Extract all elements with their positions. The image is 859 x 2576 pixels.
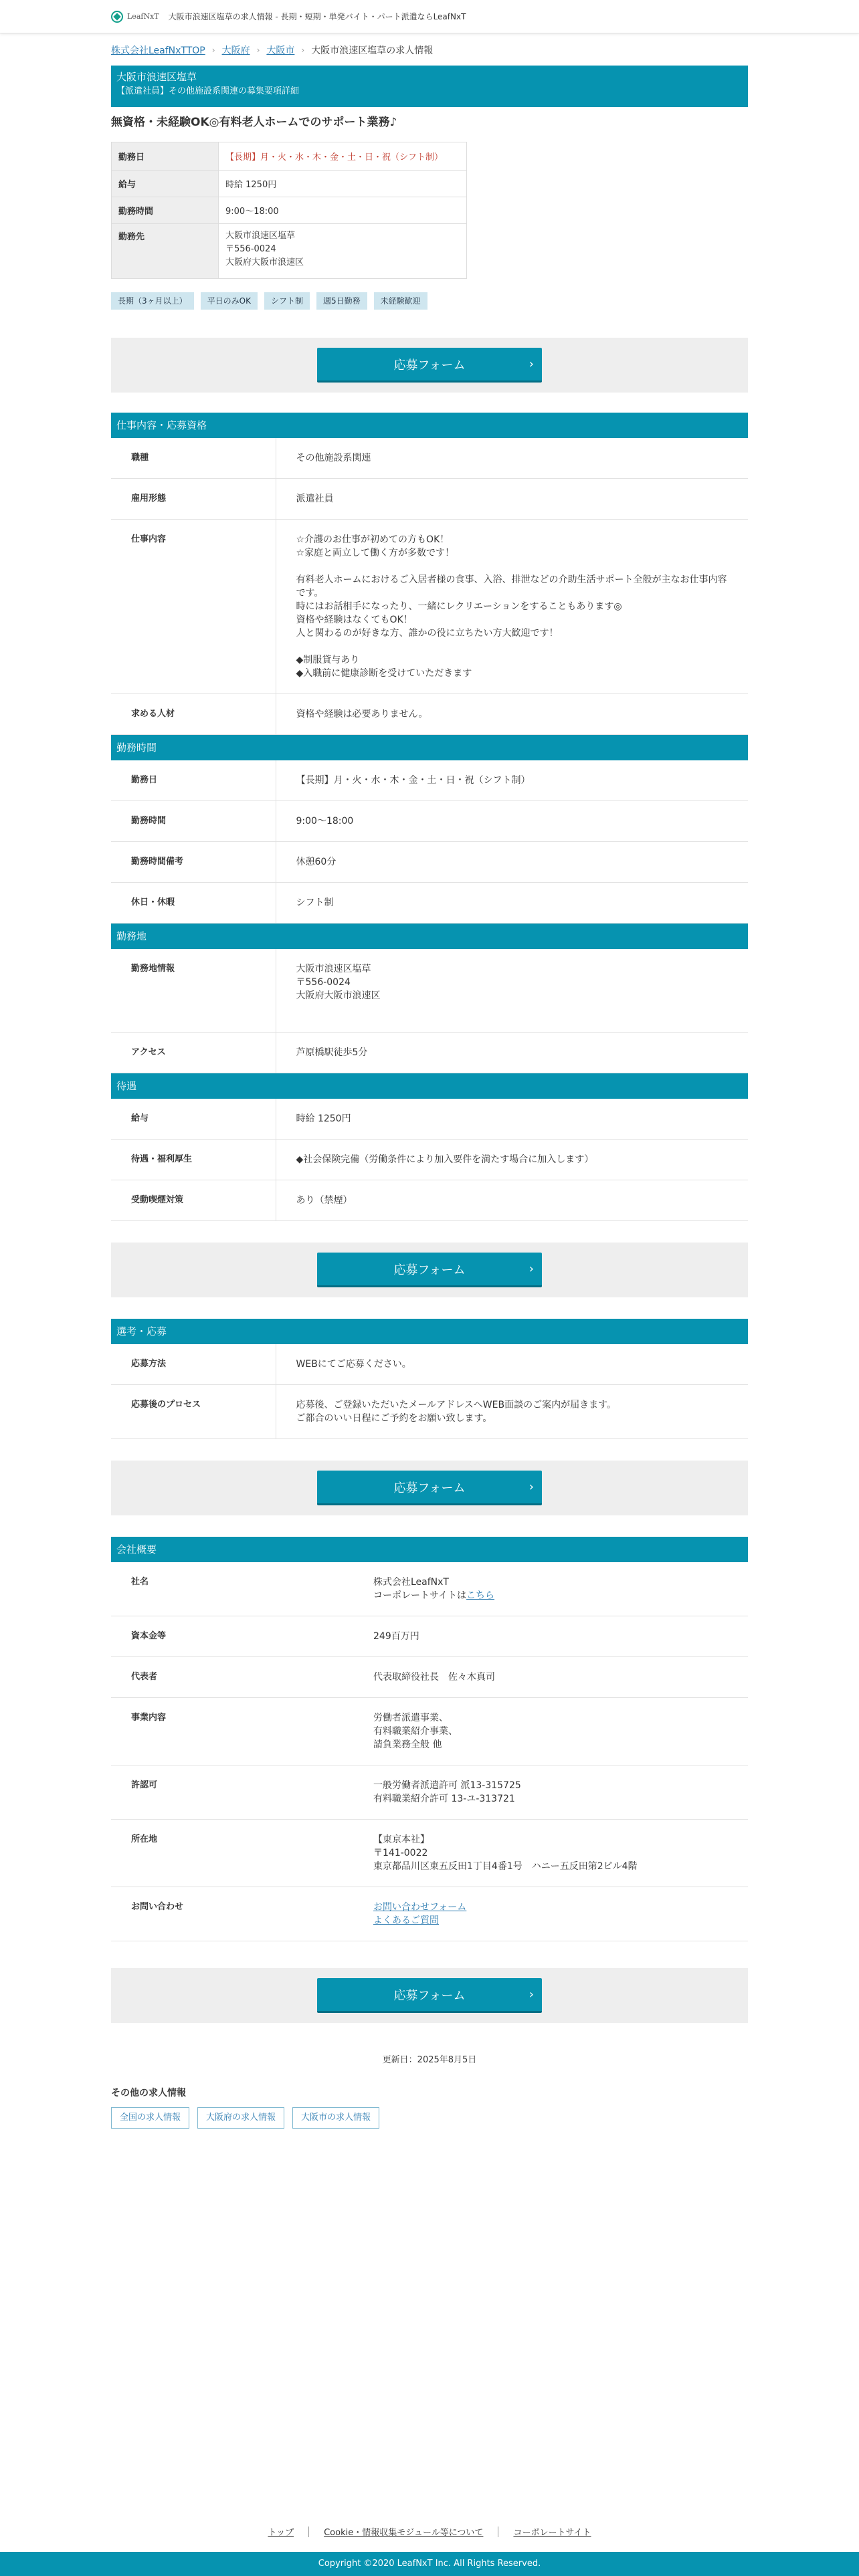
table-row	[111, 1180, 748, 1221]
place-line: 大阪市浪速区塩草	[225, 231, 296, 241]
corporate-site-link[interactable]: こちら	[466, 1590, 495, 1601]
row-value: 資格や経験は必要ありません。	[276, 694, 748, 735]
nationwide-jobs-link[interactable]: 全国の求人情報	[111, 2107, 189, 2129]
content-line: 有料老人ホームにおけるご入居者様の食事、入浴、排泄などの介助生活サポート全般が主なお仕事内容です。	[296, 574, 727, 599]
row-label: 職種	[111, 438, 276, 479]
summary-wage-value: 時給 1250円	[219, 171, 467, 197]
osaka-city-jobs-link[interactable]: 大阪市の求人情報	[292, 2107, 379, 2129]
apply-form-button[interactable]	[317, 1471, 542, 1505]
tag: 平日のみOK	[201, 292, 258, 310]
table-row	[111, 1657, 748, 1698]
row-value: あり（禁煙）	[276, 1180, 748, 1221]
osaka-pref-jobs-link[interactable]: 大阪府の求人情報	[197, 2107, 284, 2129]
place-line: 〒556-0024	[296, 977, 351, 988]
row-label: 待遇・福利厚生	[111, 1140, 276, 1180]
place-info-value	[276, 949, 748, 1033]
place-line: 大阪市浪速区塩草	[296, 964, 371, 974]
breadcrumb	[111, 43, 748, 58]
tag: 長期（3ヶ月以上）	[111, 292, 194, 310]
row-label: 給与	[111, 1099, 276, 1140]
summary-place-label: 勤務先	[112, 224, 219, 279]
table-row	[111, 1099, 748, 1140]
content-line: 人と関わるのが好きな方、誰かの役に立ちたい方大歓迎です！	[296, 628, 559, 639]
apply-form-button[interactable]	[317, 1978, 542, 2013]
row-value: 249百万円	[353, 1616, 748, 1657]
row-value: 代表取締役社長 佐々木真司	[353, 1657, 748, 1698]
place-table	[111, 949, 748, 1073]
copyright: Copyright ©2020 LeafNxT Inc. All Rights Reserved.	[0, 2552, 859, 2576]
company-name: 株式会社LeafNxT	[373, 1577, 449, 1588]
address-line: 〒141-0022	[373, 1848, 428, 1858]
apply-form-button[interactable]	[317, 348, 542, 383]
content-line: ◆制服貸与あり	[296, 655, 360, 665]
table-row	[111, 1820, 748, 1887]
row-label: 勤務日	[111, 760, 276, 801]
table-row	[111, 842, 748, 883]
row-value: WEBにてご応募ください。	[276, 1344, 748, 1385]
section-select-title: 選考・応募	[111, 1319, 748, 1344]
row-label: 仕事内容	[111, 520, 276, 694]
site-logo[interactable]	[111, 11, 159, 23]
chevron-right-icon: ›	[529, 1262, 534, 1276]
header-title: 大阪市浪速区塩草の求人情報 - 長期・短期・単発バイト・パート派遣ならLeafNxT	[168, 12, 466, 21]
row-label: 資本金等	[111, 1616, 353, 1657]
row-value: その他施設系関連	[276, 438, 748, 479]
row-label: 勤務時間備考	[111, 842, 276, 883]
address-line: 東京都品川区東五反田1丁目4番1号 ハニー五反田第2ビル4階	[373, 1861, 638, 1872]
table-row	[111, 1344, 748, 1385]
catchcopy: 無資格・未経験OK◎有料老人ホームでのサポート業務♪	[111, 116, 397, 129]
site-prefix: コーポレートサイトは	[373, 1590, 467, 1601]
row-value: 派遣社員	[276, 479, 748, 520]
place-line: 大阪府大阪市浪速区	[225, 257, 304, 267]
business-value	[353, 1698, 748, 1765]
row-label: 社名	[111, 1562, 353, 1616]
table-row	[111, 1562, 748, 1616]
table-row	[111, 760, 748, 801]
row-label: 代表者	[111, 1657, 353, 1698]
apply-button-label: 応募フォーム	[393, 1263, 466, 1277]
place-line: 大阪府大阪市浪速区	[296, 990, 381, 1001]
tag: 週5日勤務	[316, 292, 367, 310]
job-location-title: 大阪市浪速区塩草	[116, 71, 197, 83]
chevron-right-icon: ›	[529, 1480, 534, 1494]
table-row	[111, 1698, 748, 1765]
job-summary-table	[111, 142, 467, 279]
row-label: 休日・休暇	[111, 883, 276, 924]
content-line	[296, 640, 735, 653]
job-subtitle: 【派遣社員】その他施設系関連の募集要項詳細	[116, 86, 300, 96]
permit-line: 有料職業紹介許可 13-ユ-313721	[373, 1794, 515, 1804]
breadcrumb-top-link[interactable]: 株式会社LeafNxTTOP	[111, 45, 205, 56]
business-line: 請負業務全般 他	[373, 1739, 442, 1750]
row-label: アクセス	[111, 1033, 276, 1073]
content-line: ☆介護のお仕事が初めての方もOK！	[296, 534, 450, 545]
select-table	[111, 1344, 748, 1439]
apply-button-label: 応募フォーム	[393, 1988, 466, 2003]
row-label: 応募方法	[111, 1344, 276, 1385]
summary-hours-label: 勤務時間	[112, 197, 219, 224]
content-line: ☆家庭と両立して働く方が多数です！	[296, 548, 455, 558]
row-label: 雇用形態	[111, 479, 276, 520]
row-label: 受動喫煙対策	[111, 1180, 276, 1221]
process-line: ご都合のいい日程にご予約をお願い致します。	[296, 1413, 492, 1424]
business-line: 労働者派遣事業、	[373, 1713, 448, 1723]
table-row	[111, 1887, 748, 1941]
logo-text: LeafNxT	[127, 12, 159, 21]
address-line: 【東京本社】	[373, 1834, 430, 1845]
place-line: 〒556-0024	[225, 244, 276, 254]
footer-top-link[interactable]: トップ	[268, 2528, 294, 2538]
apply-box	[111, 1243, 748, 1297]
row-value: シフト制	[276, 883, 748, 924]
breadcrumb-current: 大阪市浪速区塩草の求人情報	[311, 45, 434, 56]
table-row	[111, 1033, 748, 1073]
table-row	[111, 1765, 748, 1820]
footer-corporate-link[interactable]: コーポレートサイト	[513, 2528, 591, 2538]
faq-link[interactable]: よくあるご質問	[373, 1915, 439, 1926]
table-row	[111, 949, 748, 1033]
summary-hours-value: 9:00〜18:00	[219, 197, 467, 224]
updated-date: 更新日：2025年8月5日	[382, 2055, 477, 2065]
content-line	[296, 560, 735, 573]
chevron-right-icon: ›	[256, 45, 260, 55]
row-label: 事業内容	[111, 1698, 353, 1765]
apply-box	[111, 1461, 748, 1515]
permit-line: 一般労働者派遣許可 派13-315725	[373, 1780, 521, 1791]
other-jobs-title: その他の求人情報	[111, 2088, 186, 2099]
row-label: 勤務時間	[111, 801, 276, 842]
feature-tags	[111, 292, 748, 310]
site-header	[0, 0, 859, 33]
business-line: 有料職業紹介事業、	[373, 1726, 458, 1737]
row-value: 休憩60分	[276, 842, 748, 883]
chevron-right-icon: ›	[211, 45, 215, 55]
section-benefit-title: 待遇	[111, 1073, 748, 1099]
table-row	[111, 694, 748, 735]
footer-links	[0, 2525, 859, 2538]
apply-box	[111, 1968, 748, 2023]
section-time-title: 勤務時間	[111, 735, 748, 760]
tag: 未経験歓迎	[374, 292, 427, 310]
row-label: 所在地	[111, 1820, 353, 1887]
main-content	[111, 43, 748, 2129]
row-label: 許認可	[111, 1765, 353, 1820]
table-row	[111, 520, 748, 694]
breadcrumb-osaka-city-link[interactable]: 大阪市	[266, 45, 295, 56]
table-row	[111, 1616, 748, 1657]
process-line: 応募後、ご登録いただいたメールアドレスへWEB面談のご案内が届きます。	[296, 1400, 616, 1410]
row-value: 9:00〜18:00	[276, 801, 748, 842]
summary-days-label: 勤務日	[112, 142, 219, 171]
apply-box	[111, 338, 748, 393]
job-content-value	[276, 520, 748, 694]
chevron-right-icon: ›	[301, 45, 305, 55]
section-place-title: 勤務地	[111, 924, 748, 949]
other-jobs-links	[111, 2107, 748, 2129]
table-row	[111, 479, 748, 520]
section-company-title: 会社概要	[111, 1537, 748, 1562]
footer-cookie-link[interactable]: Cookie・情報収集モジュール等について	[324, 2528, 484, 2538]
summary-wage-label: 給与	[112, 171, 219, 197]
permit-value	[353, 1765, 748, 1820]
table-row	[111, 438, 748, 479]
chevron-right-icon: ›	[529, 1988, 534, 2002]
row-label: お問い合わせ	[111, 1887, 353, 1941]
job-heading	[111, 66, 748, 107]
row-value: 時給 1250円	[276, 1099, 748, 1140]
corporate-site-line	[373, 1589, 735, 1602]
job-details-table	[111, 438, 748, 735]
contact-value	[353, 1887, 748, 1941]
tag: シフト制	[264, 292, 310, 310]
contact-form-link[interactable]: お問い合わせフォーム	[373, 1902, 467, 1913]
apply-form-button[interactable]	[317, 1253, 542, 1287]
company-table	[111, 1562, 748, 1941]
row-label: 勤務地情報	[111, 949, 276, 1033]
content-line: ◆入職前に健康診断を受けていただきます	[296, 668, 472, 679]
table-row	[111, 801, 748, 842]
table-row	[111, 1140, 748, 1180]
chevron-right-icon: ›	[529, 357, 534, 371]
address-value	[353, 1820, 748, 1887]
row-value: ◆社会保険完備（労働条件により加入要件を満たす場合に加入します）	[276, 1140, 748, 1180]
time-table	[111, 760, 748, 924]
row-label: 求める人材	[111, 694, 276, 735]
row-label: 応募後のプロセス	[111, 1385, 276, 1439]
summary-days-value: 【長期】月・火・水・木・金・土・日・祝（シフト制）	[219, 142, 467, 171]
table-row	[111, 1385, 748, 1439]
section-job-title: 仕事内容・応募資格	[111, 413, 748, 438]
row-value: 芦原橋駅徒歩5分	[276, 1033, 748, 1073]
apply-button-label: 応募フォーム	[393, 358, 466, 372]
benefit-table	[111, 1099, 748, 1221]
summary-place-value	[219, 224, 467, 279]
content-line: 資格や経験はなくてもOK！	[296, 615, 413, 625]
apply-button-label: 応募フォーム	[393, 1481, 466, 1495]
table-row	[111, 883, 748, 924]
row-value: 【長期】月・火・水・木・金・土・日・祝（シフト制）	[276, 760, 748, 801]
company-name-value	[353, 1562, 748, 1616]
process-value	[276, 1385, 748, 1439]
content-line: 時にはお話相手になったり、一緒にレクリエーションをすることもあります◎	[296, 601, 622, 612]
breadcrumb-osaka-pref-link[interactable]: 大阪府	[221, 45, 250, 56]
leaf-logo-icon	[111, 11, 123, 23]
